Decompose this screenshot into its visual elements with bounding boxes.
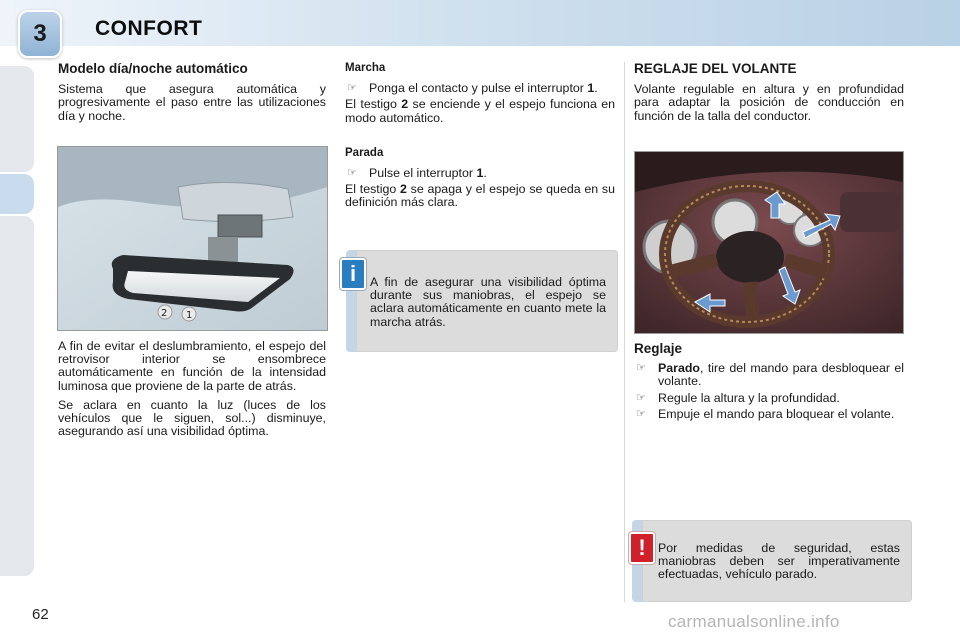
section-heading: REGLAJE DEL VOLANTE bbox=[634, 61, 797, 76]
list-item bbox=[634, 392, 904, 405]
info-icon: i bbox=[340, 258, 366, 290]
bullet-number: 1 bbox=[476, 166, 484, 181]
bullet-bold: Parado bbox=[658, 361, 701, 376]
subheading-parada: Parada bbox=[345, 146, 384, 159]
body-text: Se aclara en cuanto la luz (luces de los vehículos que le siguen, sol...) disminuye, asegurando así una visibilidad óptima. bbox=[58, 397, 326, 439]
side-tab bbox=[0, 216, 34, 576]
list-item bbox=[345, 82, 615, 95]
bullet-end: . bbox=[594, 81, 598, 96]
list-item bbox=[634, 362, 904, 388]
text-number: 2 bbox=[400, 182, 407, 197]
info-text: A fin de asegurar una visibilidad óptima durante sus maniobras, el espejo se aclara automáticamente en cuanto mete la marcha atrás. bbox=[370, 275, 606, 329]
body-text: A fin de evitar el deslumbramiento, el espejo del retrovisor interior se ensombrece automáticamente en función de la intensidad luminosa que proviene de la parte de atrás. bbox=[58, 339, 326, 393]
side-tabs bbox=[0, 66, 34, 576]
text-number: 2 bbox=[401, 97, 409, 112]
subheading-marcha: Marcha bbox=[345, 62, 386, 74]
mirror-illustration bbox=[58, 147, 327, 330]
list-item bbox=[634, 408, 904, 421]
warning-box bbox=[632, 520, 912, 602]
pointing-hand-icon: ☞ bbox=[636, 362, 646, 375]
intro-text: Volante regulable en altura y en profundidad para adaptar la posición de conducción en función de la talla del conductor. bbox=[634, 82, 904, 123]
column-divider bbox=[624, 62, 625, 602]
right-column-bottom bbox=[634, 342, 904, 424]
pointing-hand-icon: ☞ bbox=[347, 82, 357, 95]
left-column-bottom bbox=[58, 340, 326, 444]
warning-icon: ! bbox=[629, 532, 655, 564]
side-tab bbox=[0, 66, 34, 172]
warning-text: Por medidas de seguridad, estas maniobras deben ser imperativamente efectuadas, vehículo parado. bbox=[658, 541, 900, 582]
bullet-text: Empuje el mando para bloquear el volante. bbox=[658, 406, 895, 421]
list-item bbox=[345, 167, 615, 180]
bullet-text: Pulse el interruptor bbox=[369, 166, 477, 181]
side-tab-active bbox=[0, 174, 34, 214]
chapter-badge: 3 bbox=[18, 10, 62, 58]
watermark: carmanualsonline.info bbox=[668, 612, 840, 631]
right-column bbox=[634, 62, 904, 129]
intro-text: Sistema que asegura automática y progresivamente el paso entre las utilizaciones día y noche. bbox=[58, 82, 326, 123]
pointing-hand-icon: ☞ bbox=[636, 407, 646, 420]
bullet-end: . bbox=[483, 166, 487, 181]
photo-label: 2 bbox=[161, 308, 168, 319]
text-fragment: se enciende y el espejo funciona en modo automático. bbox=[345, 97, 615, 125]
photo-label: 1 bbox=[186, 310, 193, 321]
bullet-text: , tire del mando para desbloquear el volante. bbox=[658, 361, 904, 389]
text-fragment: se apaga y el espejo se queda en su definición más clara. bbox=[345, 182, 615, 210]
section-heading: Modelo día/noche automático bbox=[58, 61, 248, 76]
text-fragment: El testigo bbox=[345, 97, 402, 112]
body-text bbox=[345, 183, 615, 209]
left-column bbox=[58, 62, 326, 129]
text-fragment: El testigo bbox=[345, 182, 401, 197]
middle-column bbox=[345, 62, 615, 216]
chapter-title: CONFORT bbox=[95, 17, 203, 40]
steering-wheel-illustration bbox=[635, 152, 903, 333]
bullet-text: Regule la altura y la profundidad. bbox=[658, 390, 840, 405]
subheading-reglaje: Reglaje bbox=[634, 341, 683, 356]
pointing-hand-icon: ☞ bbox=[636, 391, 646, 404]
info-box bbox=[346, 250, 618, 352]
page-number: 62 bbox=[32, 606, 49, 623]
steering-wheel-photo bbox=[634, 151, 904, 334]
bullet-number: 1 bbox=[587, 81, 595, 96]
mirror-photo bbox=[57, 146, 328, 331]
body-text bbox=[345, 98, 615, 124]
pointing-hand-icon: ☞ bbox=[347, 167, 357, 180]
bullet-text: Ponga el contacto y pulse el interruptor bbox=[369, 81, 588, 96]
